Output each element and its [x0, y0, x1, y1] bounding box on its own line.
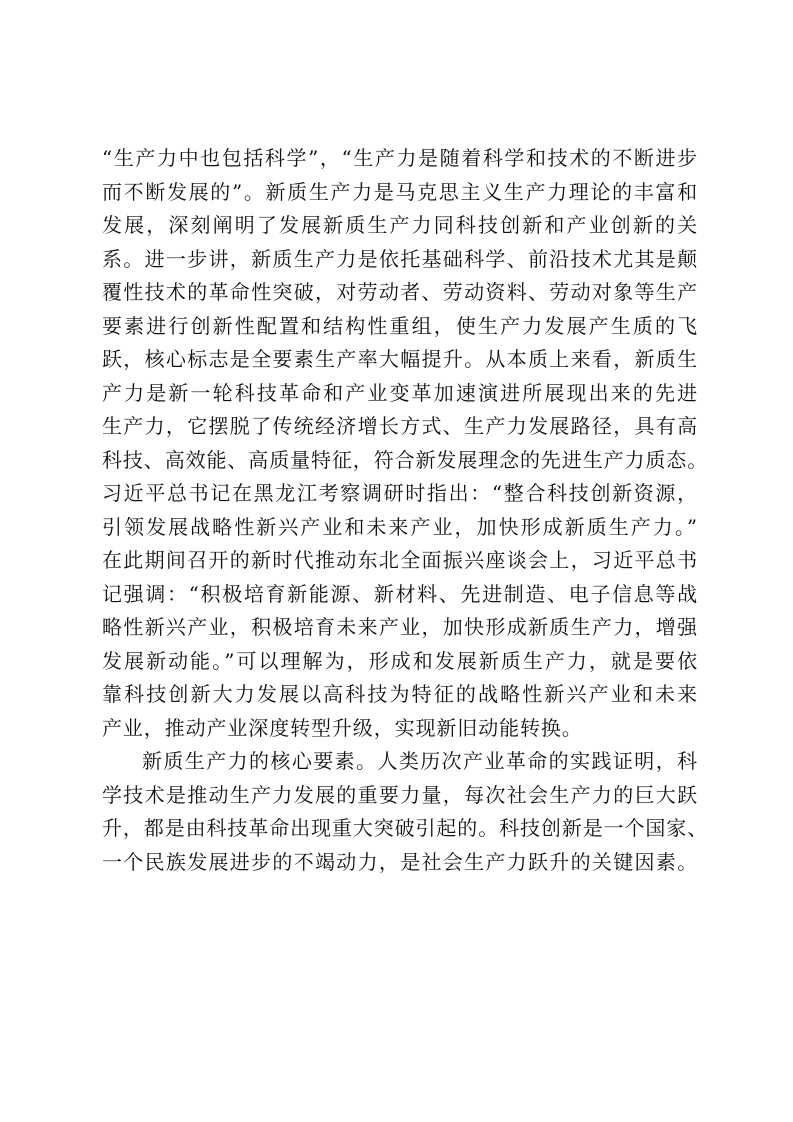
text-line: 在此期间召开的新时代推动东北全面振兴座谈会上，习近平总书 — [102, 548, 698, 572]
text-line: 发展新动能。”可以理解为，形成和发展新质生产力，就是要依 — [102, 648, 698, 673]
text-line: 靠科技创新大力发展以高科技为特征的战略性新兴产业和未来 — [102, 682, 698, 706]
text-line: 要素进行创新性配置和结构性重组，使生产力发展产生质的飞 — [102, 313, 698, 338]
text-line: 而不断发展的”。新质生产力是马克思主义生产力理论的丰富和 — [102, 179, 698, 204]
text-line: 引领发展战略性新兴产业和未来产业，加快形成新质生产力。” — [102, 514, 698, 539]
text-line: 产业，推动产业深度转型升级，实现新旧动能转换。 — [102, 715, 583, 740]
text-line: 跃，核心标志是全要素生产率大幅提升。从本质上来看，新质生 — [102, 347, 698, 371]
text-line: “生产力中也包括科学”，“生产力是随着科学和技术的不断进步 — [102, 146, 698, 170]
text-line: 升，都是由科技革命出现重大突破引起的。科技创新是一个国家、 — [102, 816, 709, 840]
text-line: 一个民族发展进步的不竭动力，是社会生产力跃升的关键因素。 — [102, 849, 698, 874]
text-line: 发展，深刻阐明了发展新质生产力同科技创新和产业创新的关 — [102, 213, 698, 237]
text-line: 略性新兴产业，积极培育未来产业，加快形成新质生产力，增强 — [102, 615, 698, 639]
text-line: 科技、高效能、高质量特征，符合新发展理念的先进生产力质态。 — [102, 447, 709, 472]
text-line: 记强调：“积极培育新能源、新材料、先进制造、电子信息等战 — [102, 581, 698, 606]
text-line: 习近平总书记在黑龙江考察调研时指出：“整合科技创新资源， — [102, 481, 698, 505]
text-line: 新质生产力的核心要素。人类历次产业革命的实践证明，科 — [142, 749, 698, 773]
paragraph-1 — [102, 142, 709, 745]
text-line: 产力是新一轮科技革命和产业变革加速演进所展现出来的先进 — [102, 380, 698, 405]
text-line: 系。进一步讲，新质生产力是依托基础科学、前沿技术尤其是颠 — [102, 246, 698, 271]
paragraph-2 — [102, 745, 709, 879]
text-line: 生产力，它摆脱了传统经济增长方式、生产力发展路径，具有高 — [102, 414, 698, 438]
text-line: 学技术是推动生产力发展的重要力量，每次社会生产力的巨大跃 — [102, 782, 698, 807]
body-text — [102, 142, 709, 879]
text-line: 覆性技术的革命性突破，对劳动者、劳动资料、劳动对象等生产 — [102, 280, 698, 304]
